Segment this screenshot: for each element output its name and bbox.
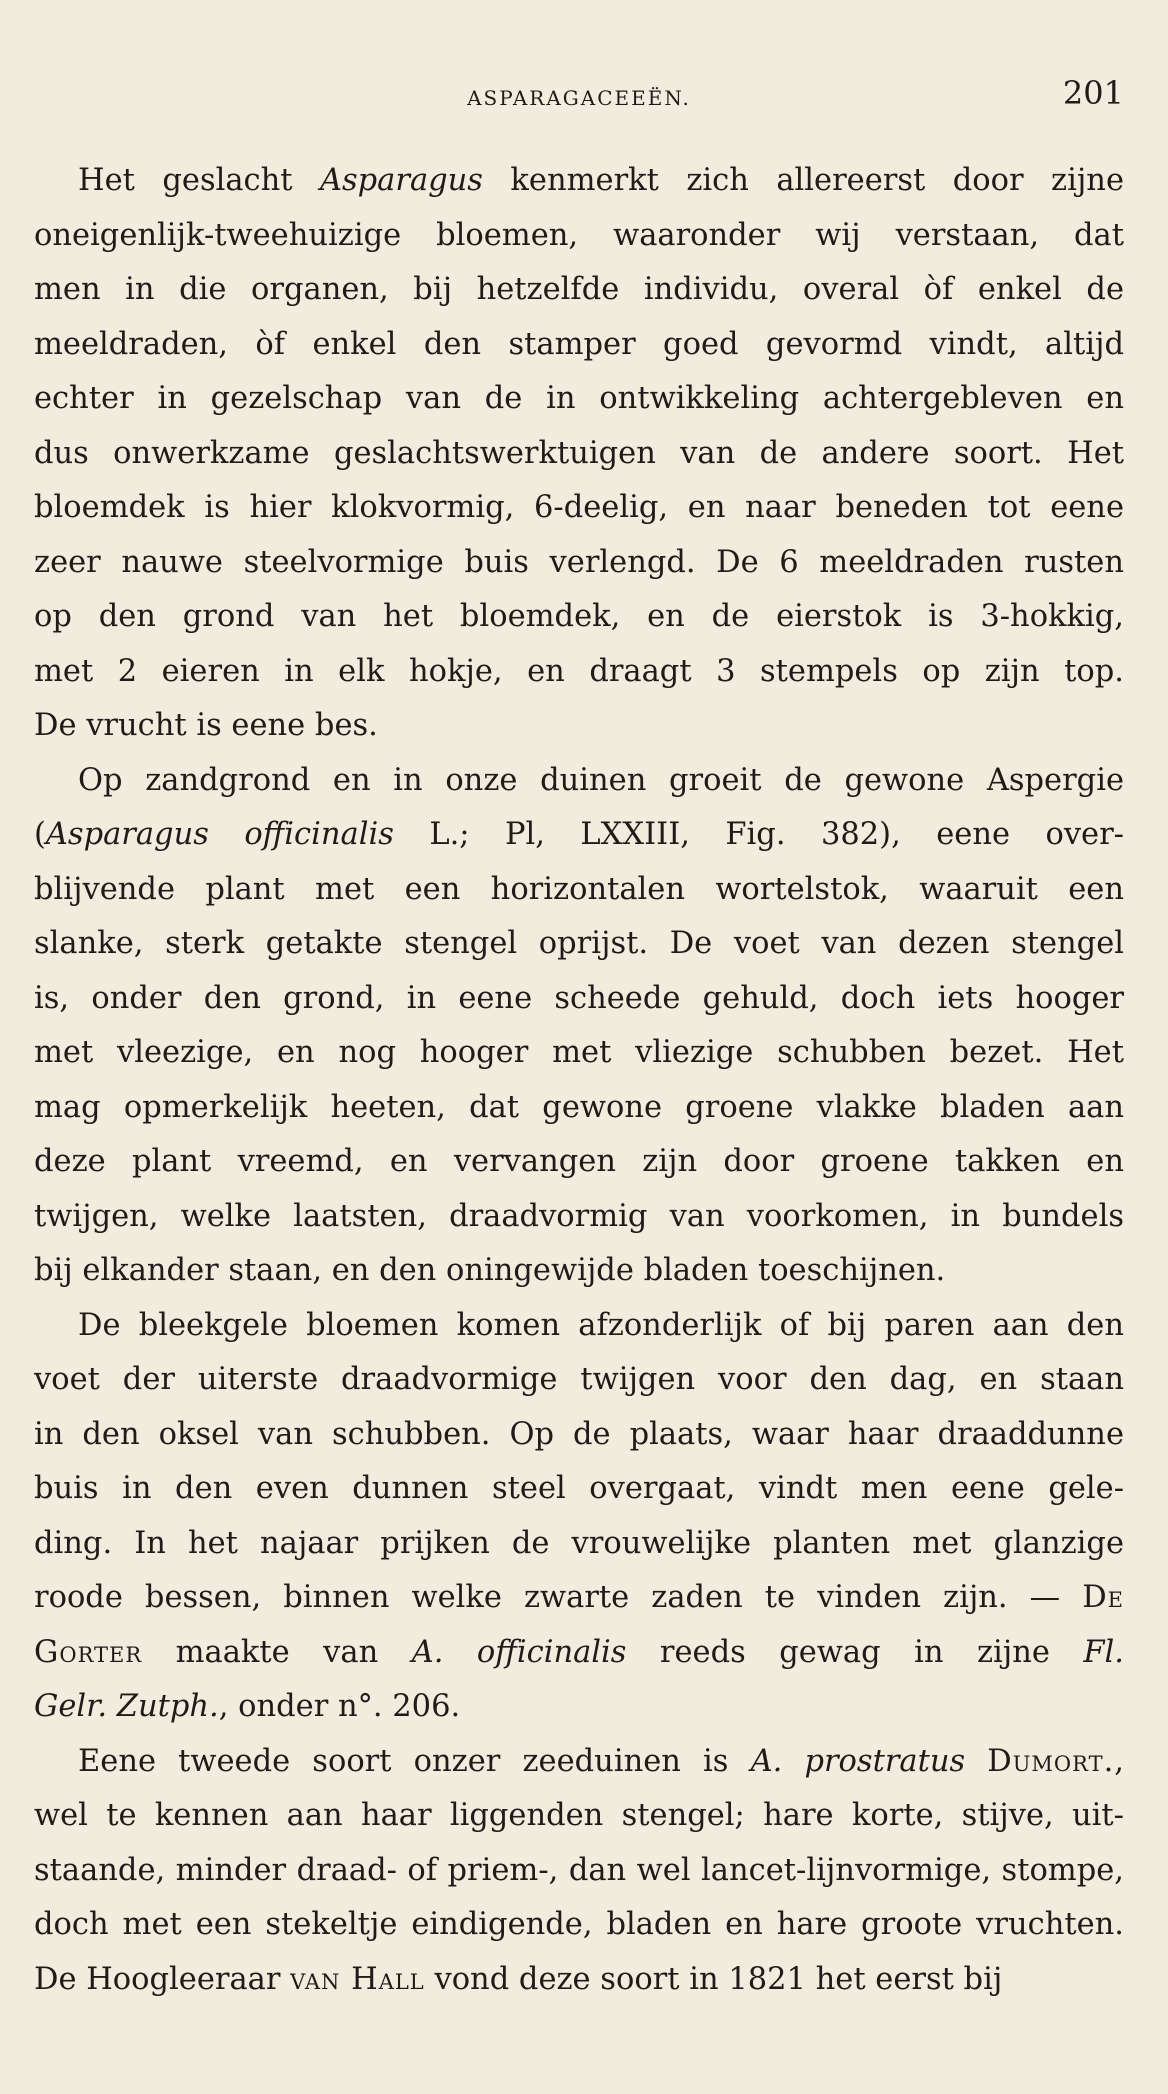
page-number: 201 [1062, 74, 1124, 112]
text-line: Gorter maakte van A. officinalis reeds gewag in zijne Fl. [34, 1634, 1125, 1670]
text-line: Op zandgrond en in onze duinen groeit de gewone Aspergie [78, 762, 1124, 798]
text-line: De Hoogleeraar van Hall vond deze soort in 1821 het eerst bij [34, 1961, 1003, 1997]
text-line: echter in gezelschap van de in ontwikkeling achtergebleven en [34, 381, 1124, 416]
small-caps-name: De [1082, 1580, 1124, 1615]
small-caps-name: van Hall [290, 1961, 425, 1997]
text-line: is, onder den grond, in eene scheede gehuld, doch iets hooger [34, 980, 1124, 1016]
text-line: wel te kennen aan haar liggenden stengel; hare korte, stijve, uit- [34, 1798, 1124, 1833]
text-line: bloemdek is hier klokvormig, 6-deelig, en naar beneden tot eene [34, 490, 1124, 525]
text-line: Eene tweede soort onzer zeeduinen is A. prostratus Dumort., [78, 1743, 1124, 1779]
text-line: Gelr. Zutph., onder n°. 206. [34, 1689, 461, 1724]
text-line: zeer nauwe steelvormige buis verlengd. De 6 meeldraden rusten [34, 544, 1124, 580]
italic-text: Asparagus officinalis [45, 817, 394, 852]
text-line: op den grond van het bloemdek, en de eierstok is 3-hokkig, [34, 599, 1124, 634]
text-line: roode bessen, binnen welke zwarte zaden te vinden zijn. — De [34, 1580, 1124, 1615]
running-head [34, 64, 1124, 124]
text-line: blijvende plant met een horizontalen wortelstok, waaruit een [34, 871, 1124, 907]
small-caps-name: Gorter [34, 1634, 143, 1670]
text-line: slanke, sterk getakte stengel oprijst. De voet van dezen stengel [34, 926, 1124, 961]
text-line: Het geslacht Asparagus kenmerkt zich allereerst door zijne [78, 163, 1124, 198]
text-line: dus onwerkzame geslachtswerktuigen van de andere soort. Het [34, 435, 1124, 471]
text-line: voet der uiterste draadvormige twijgen voor den dag, en staan [34, 1362, 1124, 1397]
text-line: bij elkander staan, en den oningewijde bladen toeschijnen. [34, 1253, 946, 1288]
paragraph [34, 754, 1124, 1299]
text-line: (Asparagus officinalis L.; Pl, LXXIII, Fig. 382), eene over- [34, 817, 1124, 852]
text-line: De vrucht is eene bes. [34, 708, 378, 743]
text-line: doch met een stekeltje eindigende, bladen en hare groote vruchten. [34, 1907, 1124, 1942]
text-line: men in die organen, bij hetzelfde individu, overal òf enkel de [34, 272, 1124, 307]
text-line: deze plant vreemd, en vervangen zijn door groene takken en [34, 1144, 1124, 1179]
italic-text: Asparagus [319, 163, 483, 198]
italic-text: Gelr. Zutph. [34, 1689, 219, 1724]
small-caps-name: Dumort. [987, 1743, 1115, 1779]
paragraph [34, 1299, 1124, 1735]
text-line: meeldraden, òf enkel den stamper goed gevormd vindt, altijd [34, 326, 1124, 362]
text-line: met vleezige, en nog hooger met vliezige schubben bezet. Het [34, 1035, 1124, 1070]
body-text [34, 154, 1124, 2007]
text-line: met 2 eieren in elk hokje, en draagt 3 stempels op zijn top. [34, 653, 1124, 689]
text-line: twijgen, welke laatsten, draadvormig van voorkomen, in bundels [34, 1198, 1124, 1234]
text-line: mag opmerkelijk heeten, dat gewone groene vlakke bladen aan [34, 1089, 1124, 1125]
paragraph [34, 154, 1124, 754]
text-line: buis in den even dunnen steel overgaat, vindt men eene gele- [34, 1471, 1124, 1506]
text-line: in den oksel van schubben. Op de plaats, waar haar draaddunne [34, 1416, 1124, 1452]
running-title: ASPARAGACEEËN. [467, 86, 691, 110]
italic-text: A. prostratus [750, 1743, 966, 1779]
text-line: oneigenlijk-tweehuizige bloemen, waaronder wij verstaan, dat [34, 217, 1124, 253]
italic-text: Fl. [1083, 1634, 1125, 1670]
paragraph [34, 1735, 1124, 2008]
text-line: staande, minder draad- of priem-, dan wel lancet-lijnvormige, stompe, [34, 1852, 1124, 1888]
text-line: ding. In het najaar prijken de vrouwelijke planten met glanzige [34, 1525, 1124, 1561]
italic-text: A. officinalis [411, 1634, 627, 1670]
text-line: De bleekgele bloemen komen afzonderlijk of bij paren aan den [78, 1307, 1124, 1343]
